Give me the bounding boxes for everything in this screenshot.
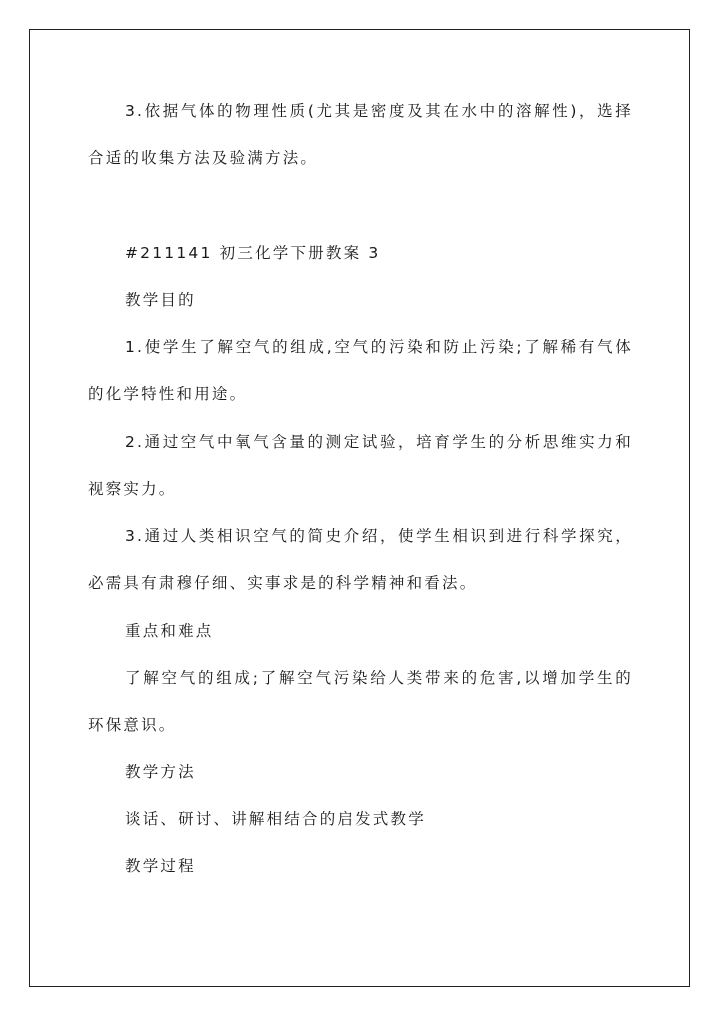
paragraph-line: 的化学特性和用途。	[88, 385, 248, 403]
paragraph-line: 视察实力。	[88, 480, 177, 498]
paragraph-line: 合适的收集方法及验满方法。	[88, 149, 319, 167]
heading-objectives: 教学目的	[125, 291, 196, 309]
paragraph-line: 必需具有肃穆仔细、实事求是的科学精神和看法。	[88, 574, 478, 592]
heading-key-points: 重点和难点	[125, 622, 214, 640]
section-title: #211141 初三化学下册教案 3	[125, 244, 381, 262]
heading-teaching-process: 教学过程	[125, 857, 196, 875]
paragraph-line: 3.依据气体的物理性质(尤其是密度及其在水中的溶解性)，选择	[125, 102, 633, 120]
heading-teaching-method: 教学方法	[125, 763, 196, 781]
paragraph-line: 了解空气的组成;了解空气污染给人类带来的危害,以增加学生的	[125, 669, 633, 687]
paragraph-line: 谈话、研讨、讲解相结合的启发式教学	[125, 810, 426, 828]
paragraph-line: 环保意识。	[88, 716, 177, 734]
paragraph-line: 3.通过人类相识空气的简史介绍，使学生相识到进行科学探究，	[125, 527, 633, 545]
page-border	[29, 29, 690, 987]
paragraph-line: 2.通过空气中氧气含量的测定试验，培育学生的分析思维实力和	[125, 433, 633, 451]
paragraph-line: 1.使学生了解空气的组成,空气的污染和防止污染;了解稀有气体	[125, 338, 633, 356]
